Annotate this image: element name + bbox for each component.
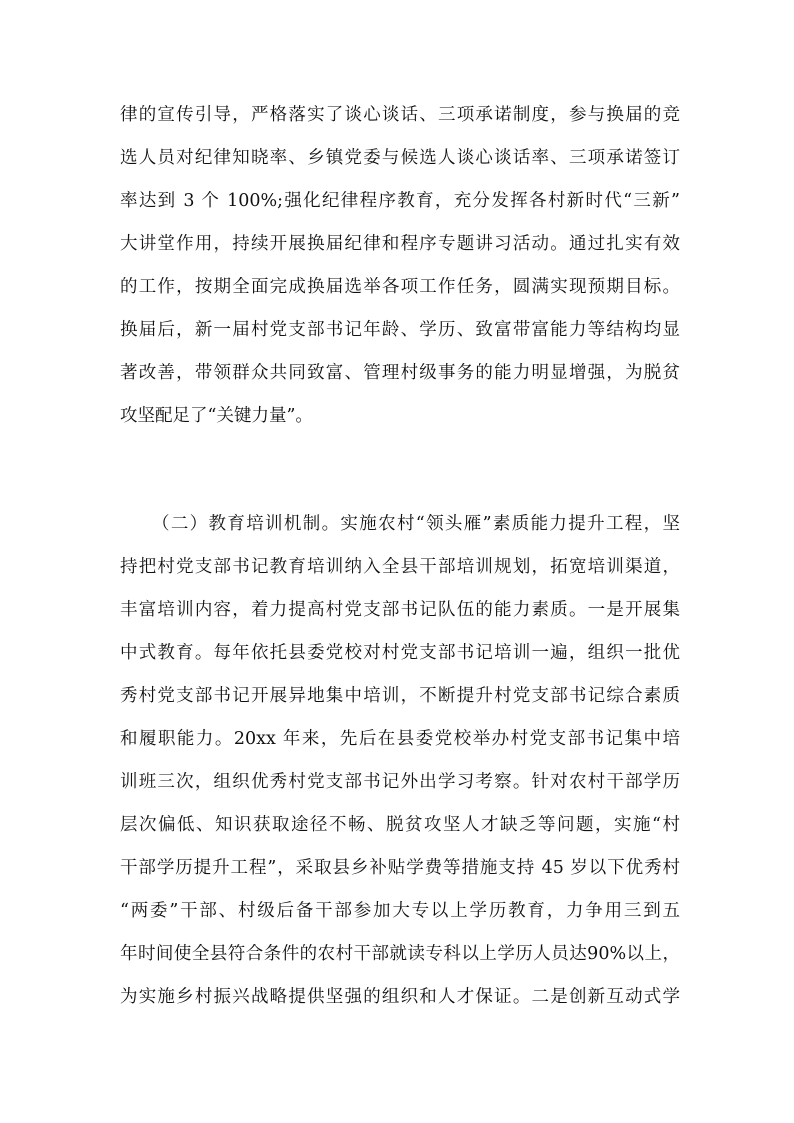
- paragraph-1-line-1: 律的宣传引导，严格落实了谈心谈话、三项承诺制度，参与换届的竞: [120, 105, 680, 125]
- paragraph-2-line-2: 持把村党支部书记教育培训纳入全县干部培训规划，拓宽培训渠道，: [120, 557, 680, 577]
- paragraph-1-line-2: 选人员对纪律知晓率、乡镇党委与候选人谈心谈话率、三项承诺签订: [120, 148, 680, 168]
- paragraph-2-line-9: 干部学历提升工程”，采取县乡补贴学费等措施支持 45 岁以下优秀村: [120, 858, 680, 878]
- paragraph-2-line-11: 年时间使全县符合条件的农村干部就读专科以上学历人员达90%以上，: [120, 944, 680, 964]
- paragraph-2-line-8: 层次偏低、知识获取途径不畅、脱贫攻坚人才缺乏等问题，实施“村: [120, 815, 680, 835]
- paragraph-2-line-3: 丰富培训内容，着力提高村党支部书记队伍的能力素质。一是开展集: [120, 600, 680, 620]
- paragraph-2-line-6: 和履职能力。20xx 年来，先后在县委党校举办村党支部书记集中培: [120, 729, 680, 749]
- paragraph-1-line-7: 著改善，带领群众共同致富、管理村级事务的能力明显增强，为脱贫: [120, 363, 680, 383]
- paragraph-1-line-5: 的工作，按期全面完成换届选举各项工作任务，圆满实现预期目标。: [120, 277, 680, 297]
- paragraph-2-line-5: 秀村党支部书记开展异地集中培训，不断提升村党支部书记综合素质: [120, 686, 680, 706]
- paragraph-1-line-8: 攻坚配足了“关键力量”。: [120, 406, 313, 426]
- paragraph-1-line-6: 换届后，新一届村党支部书记年龄、学历、致富带富能力等结构均显: [120, 320, 680, 340]
- paragraph-2-line-12: 为实施乡村振兴战略提供坚强的组织和人才保证。二是创新互动式学: [120, 987, 680, 1007]
- paragraph-2-line-7: 训班三次，组织优秀村党支部书记外出学习考察。针对农村干部学历: [120, 772, 680, 792]
- paragraph-2-line-1: （二）教育培训机制。实施农村“领头雁”素质能力提升工程，坚: [152, 514, 680, 534]
- paragraph-2-line-10: “两委”干部、村级后备干部参加大专以上学历教育，力争用三到五: [120, 901, 680, 921]
- paragraph-1-line-4: 大讲堂作用，持续开展换届纪律和程序专题讲习活动。通过扎实有效: [120, 234, 680, 254]
- paragraph-1-line-3: 率达到 3 个 100%;强化纪律程序教育，充分发挥各村新时代“三新”: [120, 191, 680, 211]
- paragraph-2-line-4: 中式教育。每年依托县委党校对村党支部书记培训一遍，组织一批优: [120, 643, 680, 663]
